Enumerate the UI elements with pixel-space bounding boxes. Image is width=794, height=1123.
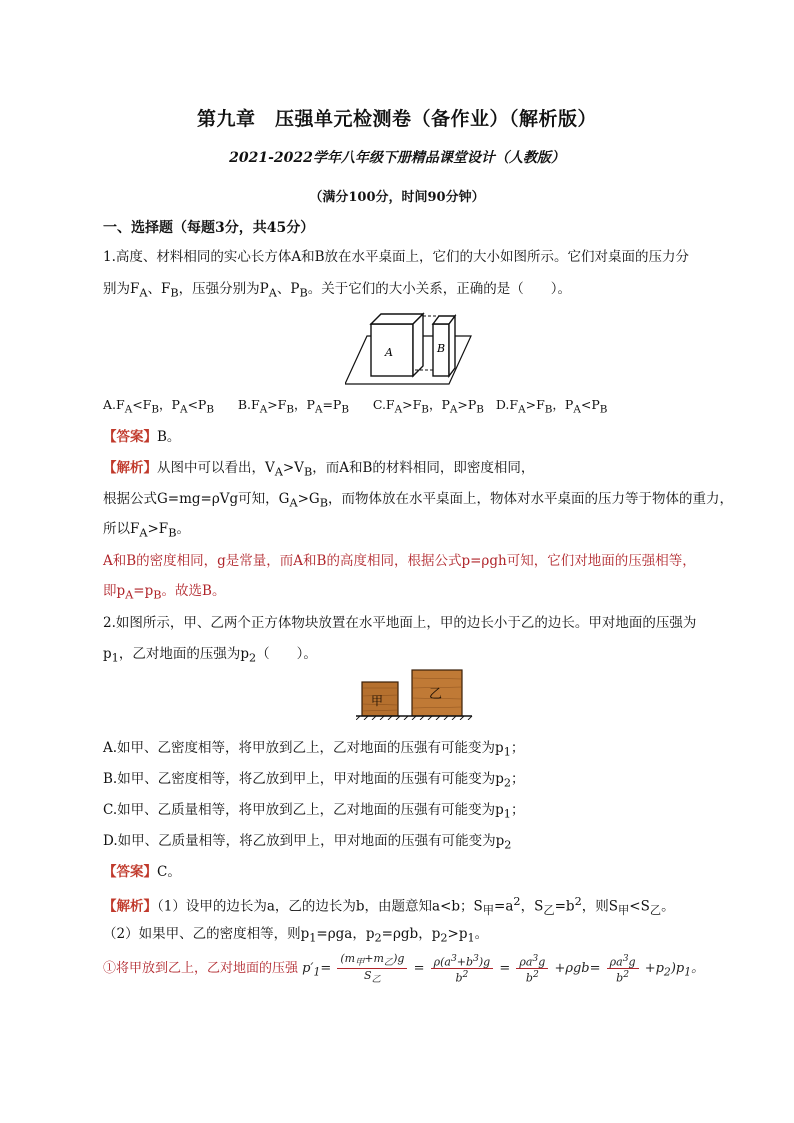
q2-option-d: D.如甲、乙质量相等，将乙放到甲上，甲对地面的压强有可能变为$p_2$ <box>103 833 512 852</box>
q1-option-d: $D.F_A>F_B$，$P_A<P_B$ <box>495 397 608 416</box>
page-title: 第九章 压强单元检测卷（备作业）（解析版） <box>196 108 597 130</box>
q1-analysis-1: 【解析】从图中可以看出，$V_A>V_B$，而A和B的材料相同，即密度相同， <box>103 460 535 479</box>
q1-option-b: $B.F_A>F_B$，$P_A=P_B$ <box>237 397 349 416</box>
q1-figure-label-b: B <box>437 342 446 355</box>
q2-option-a: A.如甲、乙密度相等，将甲放到乙上，乙对地面的压强有可能变为$p_1$； <box>103 740 525 759</box>
q1-answer: 【答案】B。 <box>103 429 181 445</box>
q2-stem-line-1: 2.如图所示，甲、乙两个正方体物块放置在水平地面上，甲的边长小于乙的边长。甲对地面的压强为 <box>103 615 697 631</box>
score-info: （满分100分，时间90分钟） <box>309 190 485 205</box>
q2-option-c: C.如甲、乙质量相等，将甲放到乙上，乙对地面的压强有可能变为$p_1$； <box>103 802 525 821</box>
formula-fraction-4: $\frac{\rho a^3g}{b^2}$ <box>607 953 639 985</box>
q2-answer: 【答案】C。 <box>103 864 181 880</box>
q1-analysis-5: 即$p_A=p_B$。故选B。 <box>103 583 226 602</box>
q2-figure-blocks <box>356 666 474 720</box>
q1-stem-line-2: 别为$F_A$、$F_B$，压强分别为$P_A$、$P_B$。关于它们的大小关系，正确的是（ ）。 <box>103 281 571 300</box>
q1-analysis-3: 所以$F_A>F_B$。 <box>103 521 190 540</box>
q2-analysis-1: 【解析】（1）设甲的边长为a，乙的边长为b，由题意知a<b；$S_甲=a^2$，$S_乙=b^2$，则$S_甲<S_乙$。 <box>103 895 675 918</box>
section-heading: 一、选择题（每题3分，共45分） <box>103 220 315 236</box>
q2-stem-line-2: $p_1$，乙对地面的压强为$p_2$（ ）。 <box>103 646 317 665</box>
q2-analysis-2: （2）如果甲、乙的密度相等，则$p_1=\rho ga$，$p_2=\rho gb$，$p_2>p_1$。 <box>103 926 489 945</box>
q2-option-b: B.如甲、乙密度相等，将乙放到甲上，甲对地面的压强有可能变为$p_2$； <box>103 771 525 790</box>
q1-figure-label-a: A <box>385 346 393 359</box>
q2-figure-label-jia: 甲 <box>371 694 384 708</box>
q1-analysis-4: A和B的密度相同，g是常量，而A和B的高度相同，根据公式p=ρgh可知，它们对地面的压强相等， <box>103 553 696 569</box>
q2-figure-label-yi: 乙 <box>429 687 443 702</box>
formula-fraction-3: $\frac{\rho a^3g}{b^2}$ <box>516 953 548 985</box>
q2-analysis-3: ①将甲放到乙上，乙对地面的压强 $p'_1=$ $\frac{(m_甲+m_乙)g}{S_乙}$ = $\frac{\rho(a^3+b^3)g}{b^2}$ = $\frac{\rho a^3g}{b^2}$ +ρgb= $\frac{\rho a^3g}{b^2}$ $+p_2)p_1$。 <box>103 952 705 986</box>
q1-stem-line-1: 1.高度、材料相同的实心长方体A和B放在水平桌面上，它们的大小如图所示。它们对桌面的压力分 <box>103 249 690 265</box>
formula-fraction-2: $\frac{\rho(a^3+b^3)g}{b^2}$ <box>431 953 494 985</box>
q1-option-a: $A.F_A<F_B$，$P_A<P_B$ <box>103 397 214 416</box>
q1-figure-blocks <box>345 306 475 386</box>
q1-options <box>103 397 607 416</box>
formula-fraction-1: $\frac{(m_甲+m_乙)g}{S_乙}$ <box>337 952 407 985</box>
q1-analysis-2: 根据公式G=mg=ρVg可知，$G_A>G_B$，而物体放在水平桌面上，物体对水平桌面的压力等于物体的重力， <box>103 491 733 510</box>
q1-option-c: $C.F_A>F_B$，$P_A>P_B$ <box>372 397 484 416</box>
page-subtitle: 2021-2022学年八年级下册精品课堂设计（人教版） <box>229 150 565 166</box>
